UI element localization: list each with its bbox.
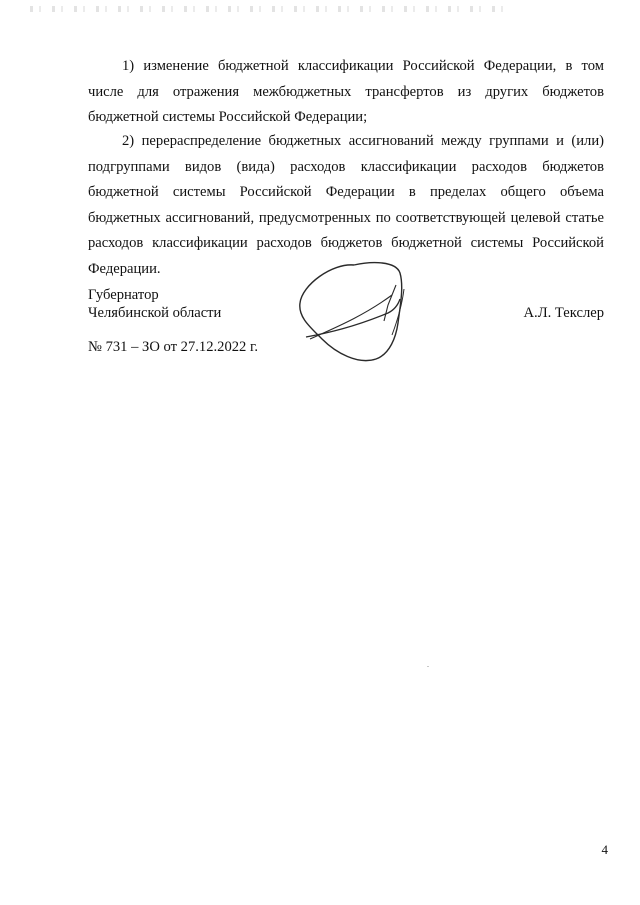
signatory-title-line-1: Губернатор <box>88 287 159 303</box>
page-number: 4 <box>601 842 608 857</box>
paragraph-text: 1) изменение бюджетной классификации Российской Федерации, в том числе для отражения межбюджетных трансфертов из других бюджетов бюджетной системы Российской Федерации; <box>88 58 604 126</box>
law-reference: № 731 – ЗО от 27.12.2022 г. <box>88 339 258 355</box>
handwritten-signature <box>292 255 414 367</box>
signatory-title-line-2: Челябинской области <box>88 305 222 321</box>
scan-speck <box>427 666 429 667</box>
scan-artifact <box>30 6 510 12</box>
signatory-name: А.Л. Текслер <box>523 305 604 321</box>
paragraph-text: 2) перераспределение бюджетных ассигнований между группами и (или) подгруппами видов (вида) расходов классификации расходов бюджетов бюджетной системы Российской Федерации в пределах общего объема бюджетных ассигнований, предусмотренных по соответствующей целевой статье расходов классификации расходов бюджетов бюджетной системы Российской Федерации. <box>88 133 604 277</box>
signatory-title <box>88 286 221 322</box>
body-paragraph-1 <box>88 54 604 131</box>
